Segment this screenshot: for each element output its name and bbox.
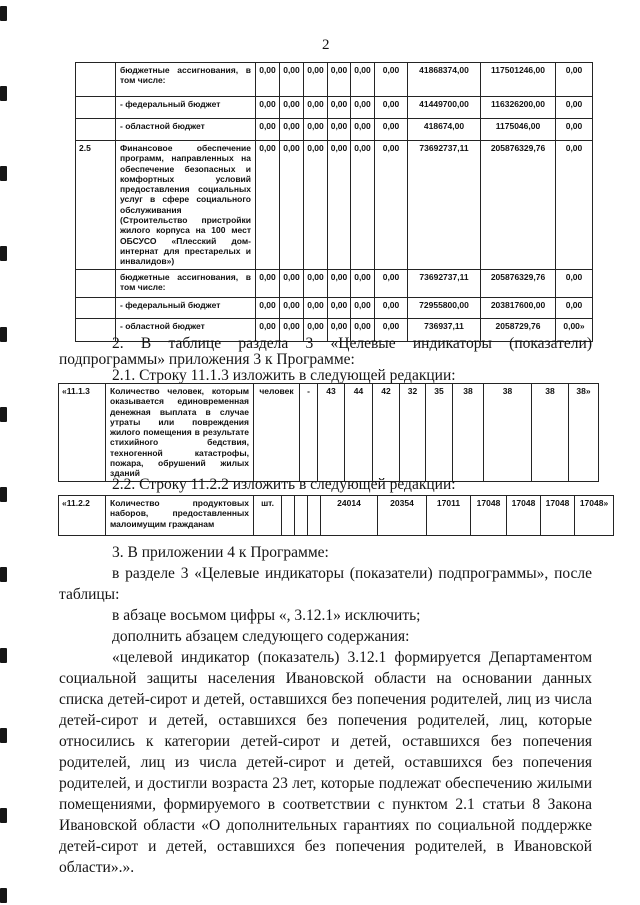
value-cell: 0,00: [351, 269, 375, 297]
section-3-paragraph: дополнить абзацем следующего содержания:: [112, 628, 410, 645]
section-2-text: [59, 336, 592, 384]
value-cell: 38: [532, 384, 569, 482]
section-2-intro: 2. В таблице раздела 3 «Целевые индикаторы (показатели) подпрограммы» приложения 3 к Программе:: [59, 335, 592, 368]
value-cell: -: [300, 384, 318, 482]
row-label-cell: - областной бюджет: [116, 318, 256, 341]
value-cell: 0,00: [328, 97, 351, 119]
row-number-cell: «11.2.2: [59, 496, 106, 536]
value-cell: 0,00: [256, 297, 280, 318]
value-cell: [308, 496, 321, 536]
value-cell: 0,00: [351, 141, 375, 270]
value-cell: 0,00»: [556, 318, 593, 341]
value-cell: 0,00: [351, 97, 375, 119]
value-cell: 0,00: [256, 318, 280, 341]
scan-artifact-mark: [0, 808, 7, 823]
scan-artifact-mark: [0, 888, 7, 903]
value-cell: 0,00: [280, 269, 304, 297]
row-label-cell: - федеральный бюджет: [116, 297, 256, 318]
value-cell: 0,00: [328, 318, 351, 341]
row-number-cell: [76, 97, 116, 119]
value-cell: 0,00: [328, 63, 351, 97]
page-number: 2: [322, 37, 330, 53]
value-cell: 1175046,00: [481, 119, 556, 141]
scan-artifact-mark: [0, 86, 7, 101]
value-cell: 0,00: [375, 269, 408, 297]
value-cell: 0,00: [328, 141, 351, 270]
value-cell: 0,00: [556, 119, 593, 141]
value-cell: 116326200,00: [481, 97, 556, 119]
row-number-cell: «11.1.3: [59, 384, 106, 482]
value-cell: 0,00: [375, 318, 408, 341]
value-cell: 17048: [507, 496, 541, 536]
scan-artifact-mark: [0, 246, 7, 261]
value-cell: 0,00: [280, 97, 304, 119]
value-cell: 0,00: [351, 318, 375, 341]
value-cell: 736937,11: [408, 318, 481, 341]
value-cell: 0,00: [375, 297, 408, 318]
value-cell: 0,00: [256, 269, 280, 297]
row-number-cell: [76, 63, 116, 97]
scan-artifact-mark: [0, 487, 7, 502]
value-cell: 0,00: [328, 119, 351, 141]
value-cell: 0,00: [556, 141, 593, 270]
table-row: [76, 97, 593, 119]
value-cell: 205876329,76: [481, 269, 556, 297]
value-cell: 0,00: [304, 97, 328, 119]
row-label-cell: Количество продуктовых наборов, предоставленных малоимущим гражданам: [106, 496, 254, 536]
section-2-item-2-1: 2.1. Строку 11.1.3 изложить в следующей редакции:: [112, 367, 456, 384]
indicator-row-11-2-2-table: [58, 495, 614, 536]
table-row: [59, 496, 614, 536]
value-cell: 0,00: [280, 141, 304, 270]
table-row: [76, 269, 593, 297]
value-cell: 0,00: [351, 119, 375, 141]
value-cell: 0,00: [256, 119, 280, 141]
value-cell: 38»: [569, 384, 599, 482]
section-3-paragraph: «целевой индикатор (показатель) 3.12.1 формируется Департаментом социальной защиты населения Ивановской области на основании данных списка детей-сирот и детей, оставшихся без попечения родителей, лиц из числа детей-сирот и детей, оставшихся без попечения родителей, лиц, которые относились к категории детей-сирот и детей, оставшихся без попечения родителей, лиц из числа детей-сирот и детей, оставшихся без попечения родителей, и достигли возраста 23 лет, которые подлежат обеспечению жилыми помещениями, формируемого в соответствии с пунктом 2.1 статьи 8 Закона Ивановской области «О дополнительных гарантиях по социальной поддержке детей-сирот и детей, оставшихся без попечения родителей, в Ивановской области».».: [59, 649, 592, 876]
table-row: [76, 297, 593, 318]
table-row: [76, 119, 593, 141]
value-cell: 203817600,00: [481, 297, 556, 318]
scan-artifact-mark: [0, 327, 7, 342]
value-cell: 41868374,00: [408, 63, 481, 97]
value-cell: 0,00: [556, 63, 593, 97]
value-cell: 0,00: [280, 297, 304, 318]
value-cell: 205876329,76: [481, 141, 556, 270]
row-label-cell: - областной бюджет: [116, 119, 256, 141]
row-label-cell: Количество человек, которым оказывается единовременная денежная выплата в случае утраты или повреждения жилого помещения в результате стихийного бедствия, техногенной катастрофы, пожара, обрушений жилых зданий: [106, 384, 254, 482]
value-cell: 0,00: [375, 63, 408, 97]
value-cell: 0,00: [256, 97, 280, 119]
value-cell: 0,00: [375, 119, 408, 141]
scan-artifact-mark: [0, 728, 7, 743]
section-3-text: [59, 542, 592, 878]
value-cell: 418674,00: [408, 119, 481, 141]
value-cell: 0,00: [375, 97, 408, 119]
value-cell: 38: [453, 384, 484, 482]
value-cell: 24014: [321, 496, 378, 536]
section-3-intro: 3. В приложении 4 к Программе:: [112, 544, 329, 561]
value-cell: 72955800,00: [408, 297, 481, 318]
row-label-cell: Финансовое обеспечение программ, направленных на обеспечение безопасных и комфортных условий предоставления социальных услуг в сфере социального обслуживания (Строительство пристройки жилого корпуса на 100 мест ОБСУСО «Плесский дом-интернат для престарелых и инвалидов»): [116, 141, 256, 270]
value-cell: 17011: [427, 496, 471, 536]
row-label-cell: - федеральный бюджет: [116, 97, 256, 119]
table-row: [76, 141, 593, 270]
row-label-cell: бюджетные ассигнования, в том числе:: [116, 269, 256, 297]
value-cell: 2058729,76: [481, 318, 556, 341]
value-cell: 73692737,11: [408, 269, 481, 297]
table-row: [76, 63, 593, 97]
scan-artifact-mark: [0, 567, 7, 582]
value-cell: 35: [426, 384, 453, 482]
value-cell: 38: [484, 384, 532, 482]
value-cell: 73692737,11: [408, 141, 481, 270]
row-number-cell: [76, 269, 116, 297]
value-cell: шт.: [254, 496, 282, 536]
value-cell: 17048»: [575, 496, 614, 536]
value-cell: 0,00: [304, 318, 328, 341]
value-cell: [282, 496, 295, 536]
value-cell: 42: [373, 384, 400, 482]
value-cell: 32: [400, 384, 426, 482]
scan-artifact-mark: [0, 6, 7, 21]
value-cell: 0,00: [256, 141, 280, 270]
value-cell: 117501246,00: [481, 63, 556, 97]
budget-allocations-table: [75, 62, 593, 342]
scan-artifact-mark: [0, 648, 7, 663]
section-2-item-2-2: 2.2. Строку 11.2.2 изложить в следующей редакции:: [112, 476, 456, 493]
value-cell: 44: [345, 384, 373, 482]
value-cell: 17048: [471, 496, 507, 536]
value-cell: [295, 496, 308, 536]
value-cell: 0,00: [304, 119, 328, 141]
value-cell: 0,00: [351, 297, 375, 318]
scan-artifact-mark: [0, 166, 7, 181]
value-cell: 43: [318, 384, 345, 482]
value-cell: 0,00: [304, 269, 328, 297]
scan-artifact-mark: [0, 407, 7, 422]
value-cell: 0,00: [280, 63, 304, 97]
value-cell: 0,00: [280, 119, 304, 141]
value-cell: 0,00: [351, 63, 375, 97]
section-3-paragraph: в абзаце восьмом цифры «, 3.12.1» исключить;: [112, 607, 421, 624]
value-cell: 0,00: [256, 63, 280, 97]
value-cell: 0,00: [328, 297, 351, 318]
table-row: [59, 384, 599, 482]
value-cell: 20354: [378, 496, 427, 536]
row-label-cell: бюджетные ассигнования, в том числе:: [116, 63, 256, 97]
value-cell: 0,00: [304, 297, 328, 318]
value-cell: 0,00: [556, 97, 593, 119]
value-cell: 0,00: [556, 269, 593, 297]
value-cell: 0,00: [375, 141, 408, 270]
indicator-row-11-1-3-table: [58, 383, 599, 482]
row-number-cell: 2.5: [76, 141, 116, 270]
section-3-paragraph: в разделе 3 «Целевые индикаторы (показатели) подпрограммы», после таблицы:: [59, 565, 592, 603]
value-cell: 0,00: [556, 297, 593, 318]
value-cell: 0,00: [304, 141, 328, 270]
value-cell: человек: [254, 384, 300, 482]
row-number-cell: [76, 297, 116, 318]
value-cell: 0,00: [328, 269, 351, 297]
row-number-cell: [76, 119, 116, 141]
value-cell: 41449700,00: [408, 97, 481, 119]
value-cell: 17048: [541, 496, 575, 536]
value-cell: 0,00: [280, 318, 304, 341]
value-cell: 0,00: [304, 63, 328, 97]
